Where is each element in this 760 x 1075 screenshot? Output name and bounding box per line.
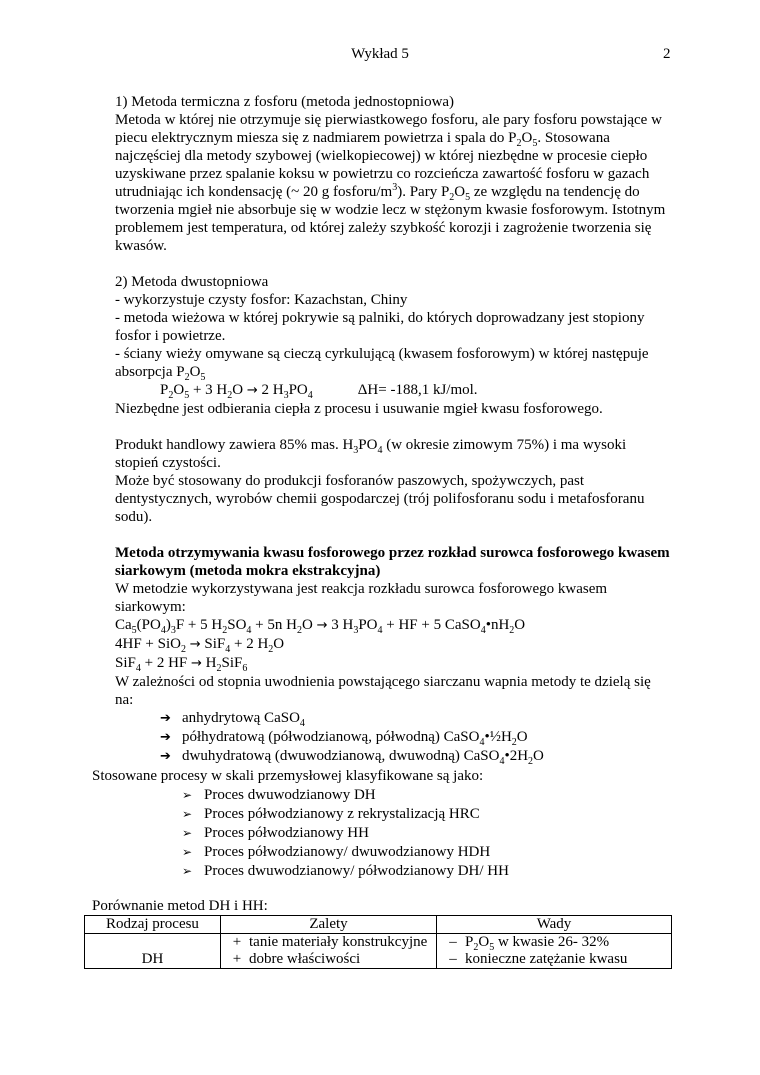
table-row xyxy=(85,934,672,969)
cons-cell: – $P_2O_5$ w kwasie 26- 32% – konieczne zatężanie kwasu xyxy=(437,934,672,969)
processes-intro: Stosowane procesy w skali przemysłowej klasyfikowane są jako: xyxy=(92,768,484,784)
product-paragraph: Produkt handlowy zawiera 85% mas. $H_3PO_4$ (w okresie zimowym 75%) i ma wysoki stopień czystości. xyxy=(115,437,627,471)
bullet-arrow-icon: ➢ xyxy=(182,826,193,840)
arrow-icon: ➔ xyxy=(160,730,171,745)
bullet-arrow-icon: ➢ xyxy=(182,864,193,878)
wet-method-intro: W metodzie wykorzystywana jest reakcja rozkładu surowca fosforowego kwasem siarkowym: xyxy=(115,581,608,615)
section2-title: 2) Metoda dwustopniowa xyxy=(115,274,269,290)
section1-title: 1) Metoda termiczna z fosforu (metoda jednostopniowa) xyxy=(115,94,455,110)
comparison-table xyxy=(84,915,672,969)
pros-cell: + tanie materiały konstrukcyjne + dobre właściwości xyxy=(221,934,437,969)
section1-paragraph: Metoda w której nie otrzymuje się pierwiastkowego fosforu, ale pary fosforu powstające w piecu elektrycznym miesza się z nadmiarem powietrza i spala do $P_2O_5$. Stosowana najczęściej dla metody szybowej (wielkopiecowej) w której niezbędne w procesie ciepło uzyskiwane przez spalanie koksu w powietrzu co rozcieńcza zawartość fosforu w gazach utrudniając ich kondensację (~ 20 g fosforu/$m^3$). Pary $P_2O_5$ ze względu na tendencję do tworzenia mgieł nie absorbuje się w wodzie lecz w stężonym kwasie fosforowym. Istotnym problemem jest temperatura, od której zależy szybkość korozji i zagrożenie tworzenia się kwasów. xyxy=(115,112,666,254)
process-list xyxy=(182,786,509,881)
section2-line3: - ściany wieży omywane są cieczą cyrkulującą (kwasem fosforowym) w której następuje absorpcja $P_2O_5$ xyxy=(115,346,649,383)
comparison-caption: Porównanie metod DH i HH: xyxy=(92,898,268,914)
dependency-intro: W zależności od stopnia uwodnienia powstającego siarczanu wapnia metody te dzielą się na: xyxy=(115,674,651,708)
bullet-arrow-icon: ➢ xyxy=(182,807,193,821)
arrow-icon: ➔ xyxy=(160,711,171,726)
equation-sif4: SiF$_4$ + 2 HF → $H_2SiF_6$ xyxy=(115,655,248,674)
equation-hf-silica: 4HF + SiO$_2$ → SiF$_4$ + 2 $H_2O$ xyxy=(115,636,285,655)
column-header: Zalety xyxy=(221,916,437,934)
list-item: ➢ Proces dwuwodzianowy DH xyxy=(182,787,376,803)
header-title: Wykład 5 xyxy=(351,46,409,62)
list-item: ➔ anhydrytową CaSO$_4$ xyxy=(160,710,305,729)
section2-line1: - wykorzystuje czysty fosfor: Kazachstan, Chiny xyxy=(115,292,408,308)
list-item: ➔ dwuhydratową (dwuwodzianową, dwuwodną) $CaSO_4•2H_2O$ xyxy=(160,748,544,767)
list-item: ➢ Proces półwodzianowy/ dwuwodzianowy HDH xyxy=(182,844,491,860)
list-item: ➔ półhydratową (półwodzianową, półwodną) $CaSO_4•\frac{1}{2}H_2O$ xyxy=(160,729,528,748)
list-item: ➢ Proces półwodzianowy z rekrystalizacją HRC xyxy=(182,806,480,822)
equation-main: $Ca_5(PO_4)_3F + 5$ $H_2SO_4 + 5n$ $H_2O \to 3$ $H_3PO_4$ + HF + 5 $CaSO_4•nH_2O$ xyxy=(115,617,526,636)
usage-paragraph: Może być stosowany do produkcji fosforanów paszowych, spożywczych, past dentystycznych, wyrobów chemii gospodarczej (trój polifosforanu sodu i metafosforanu sodu). xyxy=(115,473,645,525)
equation-absorption: $P_2O_5 + 3$ $H_2O \to 2$ $H_3PO_4$ ΔH= -188,1 kJ/mol. xyxy=(160,382,478,401)
bullet-arrow-icon: ➢ xyxy=(182,788,193,802)
body-text xyxy=(115,93,670,766)
section2-line2: - metoda wieżowa w której pokrywie są palniki, do których doprowadzany jest stopiony fosfor i powietrze. xyxy=(115,310,645,344)
bullet-arrow-icon: ➢ xyxy=(182,845,193,859)
column-header: Wady xyxy=(437,916,672,934)
wet-method-heading: Metoda otrzymywania kwasu fosforowego przez rozkład surowca fosforowego kwasem siarkowym (metoda mokra ekstrakcyjna) xyxy=(115,545,670,579)
arrow-icon: ➔ xyxy=(160,749,171,764)
page-number: 2 xyxy=(663,46,671,62)
row-label: DH xyxy=(85,934,221,969)
column-header: Rodzaj procesu xyxy=(85,916,221,934)
list-item: ➢ Proces dwuwodzianowy/ półwodzianowy DH/ HH xyxy=(182,863,509,879)
list-item: ➢ Proces półwodzianowy HH xyxy=(182,825,369,841)
section2-line4: Niezbędne jest odbierania ciepła z procesu i usuwanie mgieł kwasu fosforowego. xyxy=(115,401,603,417)
table-header-row xyxy=(85,916,672,934)
